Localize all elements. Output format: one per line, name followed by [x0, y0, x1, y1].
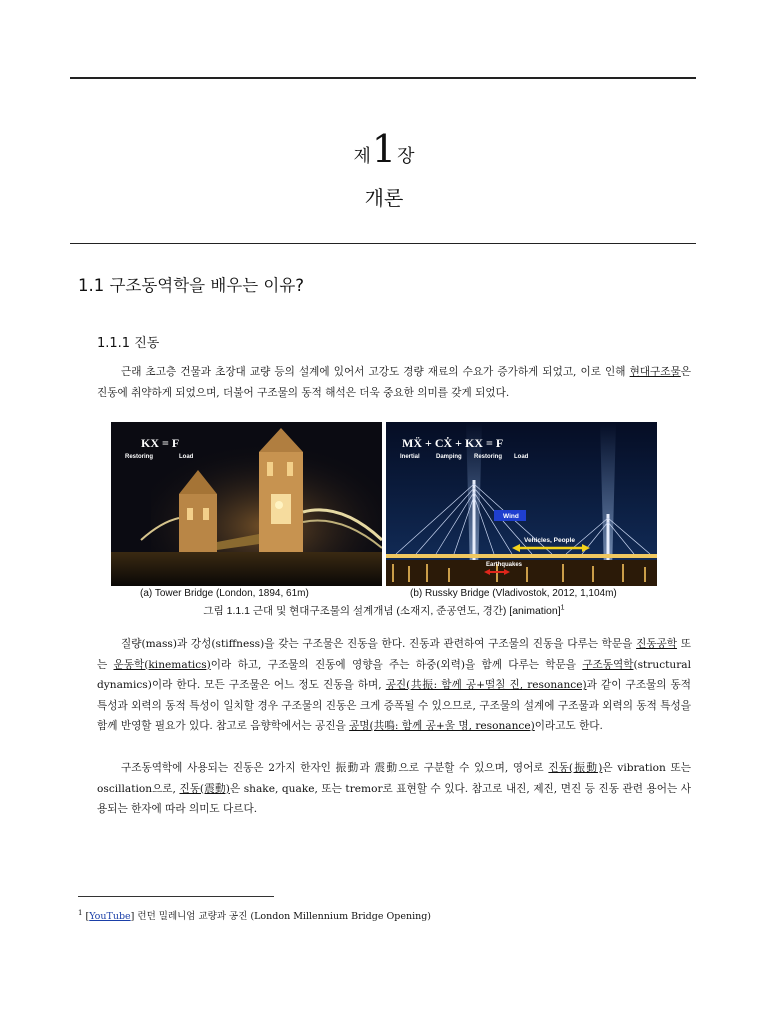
equation-a: KX = F: [141, 436, 180, 450]
text-run: 근래 초고층 건물과 초장대 교량 등의 설계에 있어서 고강도 경량 재료의 수요가 증가하게 되었고, 이로 인해: [121, 366, 630, 378]
text-run: 이라 하고, 구조물의 진동에 영향을 주는 하중(외력)을 함께 다루는 학문을: [210, 658, 583, 671]
footnote: $^1$ [YouTube] 런던 밀레니엄 교량과 공진 (London Millennium Bridge Opening): [78, 908, 432, 922]
annotation-vehicles: Vehicles, People: [524, 537, 575, 544]
term-link[interactable]: 진동공학: [636, 638, 678, 650]
term-link[interactable]: 진동(振動): [548, 762, 603, 774]
term-restoring: Restoring: [474, 454, 503, 460]
text-run: 과 같이 구조물의 동적 특성과 외력의 동적 특성이 일치할 경우 구조물의 진동은 크게 증폭될 수 있으므로, 구조물의 설계에 구조물과 외력의 동적 특성을 함께 반영할 필요가 있다. 참고로 음향학에서는 공진을: [97, 679, 691, 732]
youtube-link[interactable]: YouTube: [89, 911, 131, 922]
annotation-earthquakes: Earthquakes: [486, 562, 523, 568]
panel-a-caption: (a) Tower Bridge (London, 1894, 61m): [140, 588, 309, 599]
paragraph-vibration: [97, 758, 691, 820]
russky-bridge-photo: [386, 422, 657, 586]
chapter-prefix: 제: [353, 146, 371, 167]
top-rule: [70, 77, 696, 79]
term-restoring: Restoring: [125, 454, 154, 460]
figure: [111, 422, 657, 586]
text-run: 구조동역학에 사용되는 진동은 2가지 한자인 振動과 震動으로 구분할 수 있으며, 영어로: [121, 762, 549, 774]
chapter-number: 1: [371, 127, 397, 171]
chapter-heading: [0, 127, 768, 171]
text-run: 은 shake, quake, 또는 tremor로 표현할 수 있다. 참고로 내진, 제진, 면진 등 진동 관련 용어는 사용되는 한자에 따라 의미도 다르다.: [97, 782, 692, 815]
annotation-wind: Wind: [503, 513, 519, 520]
text-run: (structural dynamics)이라 한다. 모든 구조물은 어느 정도 진동을 하며,: [97, 658, 691, 691]
footnote-number: 1: [78, 908, 83, 917]
section-title: 1.1 구조동역학을 배우는 이유?: [78, 276, 305, 295]
term-link[interactable]: 진동(震動): [179, 782, 230, 795]
text-run: 은 진동에 취약하게 되었으며, 더불어 구조물의 동적 해석은 더욱 중요한 의미를 갖게 되었다.: [97, 366, 691, 399]
text-run: 은 vibration 또는 oscillation으로,: [97, 762, 691, 795]
text-run: 또는: [97, 638, 691, 671]
term-inertial: Inertial: [400, 454, 420, 460]
footnote-mark[interactable]: 1: [560, 604, 565, 612]
term-link[interactable]: 공진(共振: 함께 공+떨칠 진, resonance): [385, 679, 587, 691]
term-load: Load: [514, 454, 529, 460]
paragraph-intro: [97, 362, 691, 403]
chapter-title: 개론: [364, 186, 404, 210]
footnote-text: 런던 밀레니엄 교량과 공진 (London Millennium Bridge Opening): [137, 911, 432, 922]
term-link[interactable]: 구조동역학: [582, 658, 634, 671]
footnote-rule: [78, 896, 274, 897]
chapter-suffix: 장: [397, 146, 415, 167]
figure-caption-text: 그림 1.1.1 근대 및 현대구조물의 설계개념 (소재지, 준공연도, 경간) [animation]: [203, 605, 561, 617]
paragraph-dynamics: [97, 634, 691, 737]
equation-b: MẌ + CẊ + KX = F: [402, 436, 504, 450]
text-run: 질량(mass)과 강성(stiffness)을 갖는 구조물은 진동을 한다. 진동과 관련하여 구조물의 진동을 다루는 학문을: [121, 638, 637, 650]
chapter-bottom-rule: [70, 243, 696, 244]
tower-bridge-photo: [111, 422, 382, 586]
figure-caption: [0, 603, 768, 618]
term-link[interactable]: 현대구조물: [629, 366, 681, 378]
panel-b-caption: (b) Russky Bridge (Vladivostok, 2012, 1,104m): [410, 588, 617, 599]
text-run: 이라고도 한다.: [534, 720, 603, 732]
term-link[interactable]: 운동학(kinematics): [113, 658, 211, 671]
subsection-title: 1.1.1 진동: [97, 336, 160, 351]
term-load: Load: [179, 454, 194, 460]
term-damping: Damping: [436, 454, 462, 460]
term-link[interactable]: 공명(共鳴: 함께 공+울 명, resonance): [349, 720, 535, 732]
